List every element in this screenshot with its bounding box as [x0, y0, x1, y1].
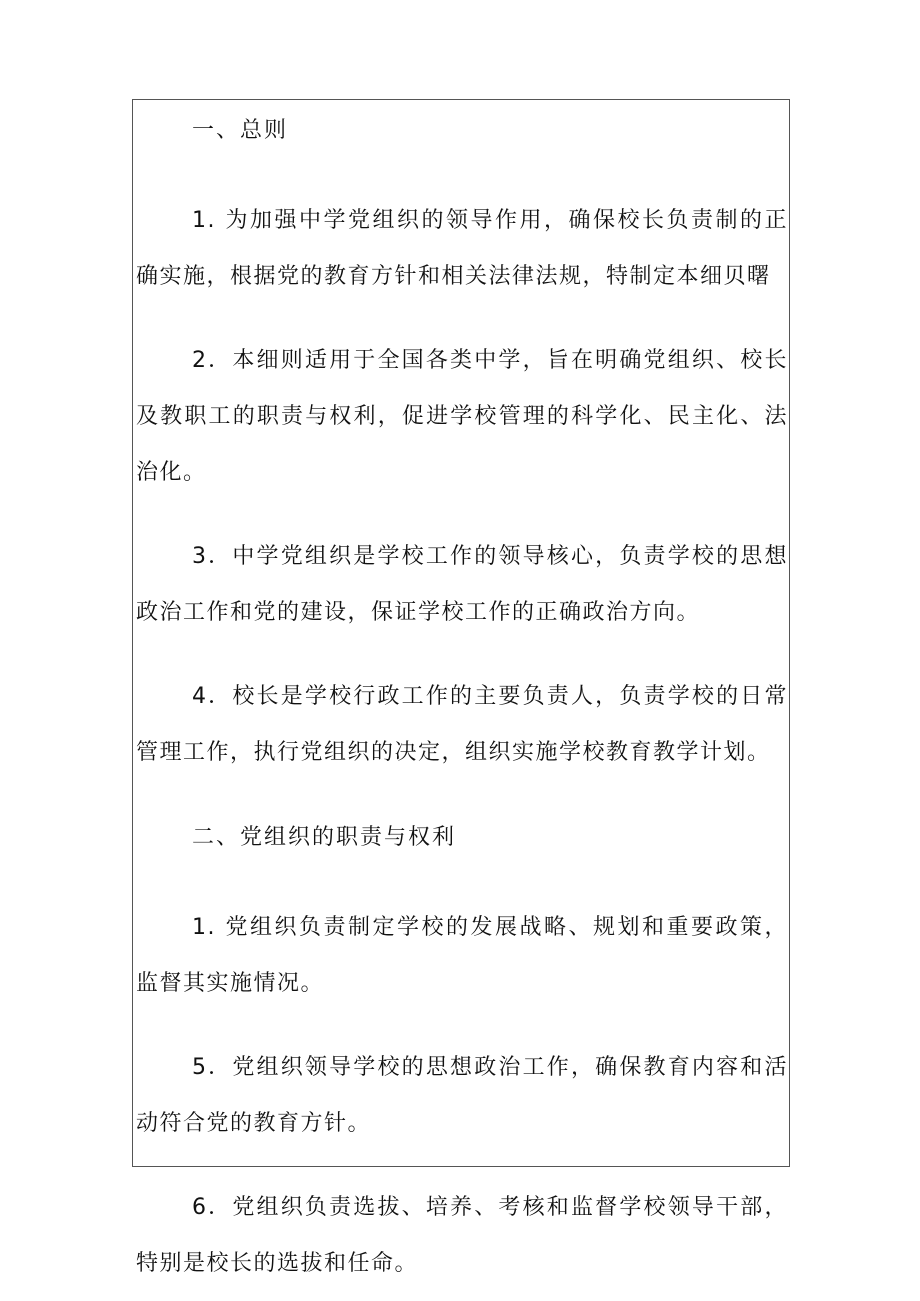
section-1-paragraph-1: 1. 为加强中学党组织的领导作用，确保校长负责制的正确实施，根据党的教育方针和相关法律法规，特制定本细贝曙 [136, 208, 788, 289]
section-1-paragraph-2: 2．本细则适用于全国各类中学，旨在明确党组织、校长及教职工的职责与权利，促进学校管理的科学化、民主化、法治化。 [136, 348, 788, 485]
section-2-paragraph-2: 5．党组织领导学校的思想政治工作，确保教育内容和活动符合党的教育方针。 [136, 1055, 788, 1136]
section-2-heading: 二、党组织的职责与权利 [192, 825, 457, 850]
section-2-paragraph-3: 6．党组织负责选拔、培养、考核和监督学校领导干部，特别是校长的选拔和任命。 [136, 1195, 788, 1276]
section-1-paragraph-4: 4．校长是学校行政工作的主要负责人，负责学校的日常管理工作，执行党组织的决定，组织实施学校教育教学计划。 [136, 684, 788, 765]
section-1-paragraph-3: 3．中学党组织是学校工作的领导核心，负责学校的思想政治工作和党的建设，保证学校工作的正确政治方向。 [136, 544, 788, 625]
section-2-paragraph-1: 1. 党组织负责制定学校的发展战略、规划和重要政策，监督其实施情况。 [136, 915, 788, 996]
document-body [136, 114, 788, 1292]
section-1-heading: 一、总则 [192, 118, 289, 143]
document-frame [132, 99, 790, 1276]
